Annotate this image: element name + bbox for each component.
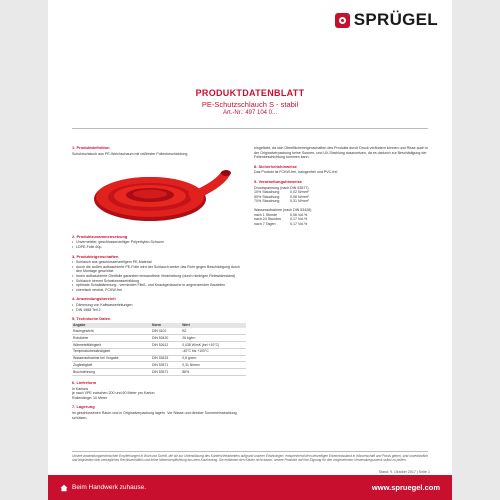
table-cell: Raumgewicht bbox=[72, 328, 151, 334]
table-cell: -40°C bis +100°C bbox=[181, 348, 246, 355]
section-processing bbox=[254, 180, 430, 226]
section-title: 2. Produktzusammensetzung bbox=[72, 233, 128, 239]
compressive-stress-title: Druckspannung (nach DIN 53577) bbox=[254, 185, 309, 190]
water-label: nach 24 Stunden bbox=[254, 217, 282, 222]
table-row bbox=[72, 348, 246, 355]
revision-date: Stand: 9. Oktober 2017 | Seite 1 bbox=[378, 470, 430, 474]
section-title: 7. Lagerung bbox=[72, 404, 95, 410]
section-title: 4. Anwendungsbereich bbox=[72, 296, 116, 302]
table-row bbox=[72, 369, 246, 376]
brand-logo bbox=[335, 10, 438, 30]
section-composition bbox=[72, 235, 246, 250]
section-delivery bbox=[72, 381, 246, 400]
footer-slogan: Beim Handwerk zuhause. bbox=[72, 484, 147, 491]
water-label: nach 7 Tagen bbox=[254, 221, 276, 226]
table-cell: DIN 4102 bbox=[151, 328, 181, 334]
list-item: • Dämmung von Kaltwasserleitungen bbox=[72, 303, 246, 308]
water-label: nach 1 Stunde bbox=[254, 212, 278, 217]
table-cell: 26 kg/m³ bbox=[181, 335, 246, 342]
table-row bbox=[72, 355, 246, 362]
header-divider bbox=[72, 128, 428, 129]
stress-label: 50% Stauchung bbox=[254, 194, 280, 199]
table-cell: Zugfestigkeit bbox=[72, 362, 151, 369]
brand-name: SPRÜGEL bbox=[353, 10, 438, 29]
article-number: Art.-Nr.: 497 104 0... bbox=[222, 110, 278, 116]
section-line: in Kartons bbox=[72, 386, 89, 391]
water-value: 0,17 Vol.% bbox=[290, 217, 308, 222]
water-row bbox=[254, 222, 430, 227]
section-text: Das Produkt ist FCKW-frei, halogenfrei und PVC-frei bbox=[254, 170, 338, 175]
section-product-definition bbox=[72, 146, 246, 156]
footer-bar bbox=[48, 475, 452, 500]
table-cell: 0,5 g/cm³ bbox=[181, 355, 246, 362]
section-title: 9. Verarbeitungshinweise bbox=[254, 178, 303, 184]
table-cell: DIN 52612 bbox=[151, 342, 181, 349]
list-item: • chemisch neutral, FCKW-frei bbox=[72, 288, 246, 293]
section-title: 3. Produkteigenschaften bbox=[72, 253, 119, 259]
table-row bbox=[72, 342, 246, 349]
right-column bbox=[254, 146, 430, 231]
house-icon bbox=[60, 484, 68, 492]
table-cell: DIN 53571 bbox=[151, 369, 181, 376]
section-application bbox=[72, 297, 246, 312]
section-text: im geschlossenen Raum und in Originalverpackung lagern. Vor Nässe und direkter Sonneneinstrahlung schützen. bbox=[72, 410, 237, 420]
footer-slogan-group bbox=[60, 484, 146, 492]
column-header: Norm bbox=[151, 323, 181, 329]
table-row bbox=[72, 362, 246, 369]
table-cell: 0,31 N/mm² bbox=[181, 362, 246, 369]
product-name: PE-Schutzschlauch S - stabil bbox=[201, 100, 299, 109]
table-cell: Wasseraufnahme bei Vorgabe bbox=[72, 355, 151, 362]
section-title: 5. Technische Daten bbox=[72, 316, 111, 322]
water-value: 0,06 Vol.% bbox=[290, 212, 308, 217]
table-cell: Bruchdehnung bbox=[72, 369, 151, 376]
section-storage bbox=[72, 405, 246, 420]
column-header: Angabe bbox=[72, 323, 151, 329]
left-column bbox=[72, 146, 246, 425]
footnote-divider bbox=[72, 451, 428, 452]
table-cell: Wärmeleitfähigkeit bbox=[72, 342, 151, 349]
table-cell: B2 bbox=[181, 328, 246, 334]
brand-hex-icon bbox=[335, 13, 350, 28]
water-absorption-title: Wasseraufnahme (nach DIN 53428) bbox=[254, 207, 312, 212]
water-value: 0,17 Vol.% bbox=[290, 221, 308, 226]
table-cell: 0,038 W/mK (bei +10°C) bbox=[181, 342, 246, 349]
list-item: • Schlauch hemmt Schwitzwasserbildung bbox=[72, 279, 246, 284]
stress-value: 0,31 N/mm² bbox=[290, 199, 309, 204]
stress-label: 70% Stauchung bbox=[254, 199, 280, 204]
list-item: • optimale Schalldämmung - vermindert Fließ- und Knackgeräusche in angrenzenden Bauteilen bbox=[72, 283, 246, 288]
stress-label: 10% Stauchung bbox=[254, 190, 280, 195]
disclaimer-text: Unsere anwendungstechnischen Empfehlungen in Wort und Schrift, die wir zur Unterstützung des Kunden/Verarbeiters aufgrund unserer Erfahrungen, entsprechend dem derzeitigen Erkenntnisstand in Wissenschaft und Praxis geben, sind unverbindlich und begründen kein vertragliches Rechtsverhältnis und keine Nebenverpflichtung aus dem Kaufvertrag. Sie entbinden den Käufer nicht davon, unsere Produkte auf ihre Eignung für den vorgesehenen Verwendungszweck selbst zu prüfen. bbox=[72, 454, 428, 462]
table-row bbox=[72, 335, 246, 342]
table-cell: Rohdichte bbox=[72, 335, 151, 342]
list-item: • LDPE-Folie 60µ bbox=[72, 245, 246, 250]
list-item: • Innen aufkaschierte Gleitfolie garantiert einwandfreie Verarbeitung (durch niedrigen Reibwiderstand) bbox=[72, 274, 246, 279]
list-item: • Schlauch aus geschlossenzelligem PE-Material bbox=[72, 260, 246, 265]
table-cell: 88% bbox=[181, 369, 246, 376]
storage-continued: eingefärbt, da sich Oberflächeneigenschaften des Produkts durch Druck verändern können und Risse auch in der Originalverpackung keine Sonnen- und UV-Strahlung auszusetzen, da es dadurch zur Beschädigung der Folienbeschichtung kommen kann. bbox=[254, 146, 429, 160]
stress-row bbox=[254, 199, 430, 204]
section-line: je nach VPE zwischen 200 und 60 Meter pro Karton bbox=[72, 391, 155, 396]
section-line: Rollenlänge: 10 Meter bbox=[72, 395, 108, 400]
document-header bbox=[48, 88, 452, 116]
footer-website-link[interactable]: www.spruegel.com bbox=[371, 483, 440, 492]
list-item: • Unvernetzter, geschlossenzelliger Polyethylen-Schaum bbox=[72, 240, 246, 245]
list-item: • durch die außen aufkaschierte PE-Folie wird der Schlauch weder das Rohr gegen Beschädigung durch den Montage geschützt bbox=[72, 265, 246, 274]
table-cell: DIN 53571 bbox=[151, 362, 181, 369]
table-cell: DIN 53433 bbox=[151, 355, 181, 362]
stress-value: 0,02 N/mm² bbox=[290, 190, 309, 195]
section-properties bbox=[72, 255, 246, 293]
stress-value: 0,06 N/mm² bbox=[290, 194, 309, 199]
column-header: Wert bbox=[181, 323, 246, 329]
document-title: PRODUKTDATENBLATT bbox=[195, 88, 305, 98]
section-safety bbox=[254, 165, 430, 175]
list-item: • DIN 1988 Teil 2 bbox=[72, 308, 246, 313]
section-title: 1. Produktdefinition bbox=[72, 145, 110, 150]
section-text: Schutzschlauch aus PE-Weichschaum mit reißfester Folienbeschichtung bbox=[72, 151, 188, 156]
section-title: 8. Sicherheitshinweise bbox=[254, 163, 297, 169]
technical-data-table bbox=[72, 323, 246, 376]
datasheet-page bbox=[48, 0, 452, 500]
table-cell: Temperaturbeständigkeit bbox=[72, 348, 151, 355]
section-technical-data bbox=[72, 317, 246, 376]
table-cell: DIN 53420 bbox=[151, 335, 181, 342]
product-image bbox=[72, 165, 232, 225]
section-title: 6. Lieferform bbox=[72, 379, 97, 385]
table-cell bbox=[151, 348, 181, 355]
